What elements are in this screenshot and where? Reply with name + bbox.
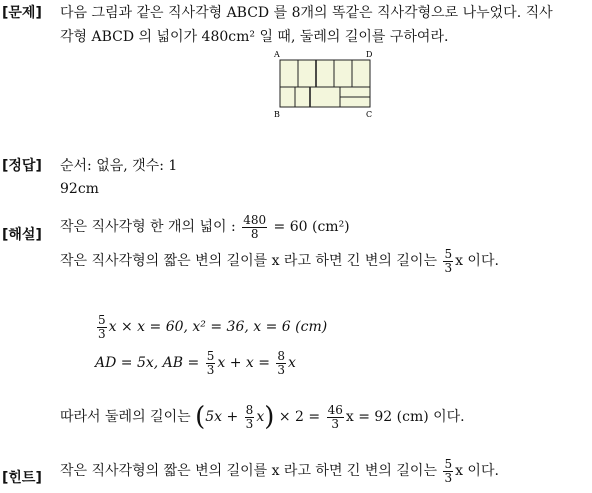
hint-suffix: x 이다.	[455, 463, 499, 480]
corner-label-d: D	[366, 50, 373, 59]
eq2-left: AD = 5x, AB =	[95, 355, 200, 372]
problem-line-2: 각형 ABCD 의 넓이가 480cm² 일 때, 둘레의 길이를 구하여라.	[60, 29, 449, 45]
solution-area-line	[60, 214, 350, 240]
solution-line-2	[60, 248, 499, 274]
eq1-rest: x × x = 60, x² = 36, x = 6 (cm)	[108, 319, 328, 336]
equation-2	[95, 350, 296, 376]
corner-label-a: A	[274, 50, 280, 59]
perimeter-in-1: 5x +	[205, 409, 239, 425]
area-suffix: = 60 (cm²)	[273, 219, 350, 236]
hint-fraction: $\frac{5}{3}$	[444, 457, 453, 485]
equation-1	[95, 314, 327, 340]
corner-label-b: B	[274, 110, 280, 119]
eq2-mid: x + x =	[217, 355, 270, 372]
solution-line-2-fraction: $\frac{5}{3}$	[444, 247, 453, 275]
eq2-fraction-1: $\frac{5}{3}$	[206, 349, 215, 377]
hint-tag: [힌트]	[2, 470, 42, 486]
solution-tag: [해설]	[2, 227, 42, 243]
problem-tag: [문제]	[2, 5, 42, 21]
figure-fill	[280, 60, 370, 107]
hint-text: 작은 직사각형의 짧은 변의 길이를 x 라고 하면 긴 변의 길이는	[60, 463, 437, 480]
corner-label-c: C	[366, 110, 373, 119]
right-paren: )	[264, 402, 275, 432]
perimeter-end: x = 92 (cm) 이다.	[345, 409, 465, 425]
rectangle-figure	[272, 46, 382, 120]
perimeter-in-2: x	[256, 409, 265, 425]
perimeter-prefix: 따라서 둘레의 길이는	[60, 409, 191, 425]
answer-line-1: 순서: 없음, 갯수: 1	[60, 158, 178, 174]
problem-line-1: 다음 그림과 같은 직사각형 ABCD 를 8개의 똑같은 직사각형으로 나누었다. 직사	[60, 5, 553, 21]
left-paren: (	[195, 402, 206, 432]
answer-tag: [정답]	[2, 158, 42, 174]
solution-line-2-suffix: x 이다.	[455, 253, 499, 270]
perimeter-fraction-1: $\frac{8}{3}$	[245, 402, 254, 431]
eq2-fraction-2: $\frac{8}{3}$	[277, 349, 286, 377]
area-prefix: 작은 직사각형 한 개의 넓이 :	[60, 219, 236, 236]
hint-line	[60, 458, 499, 484]
eq2-end: x	[288, 355, 296, 372]
perimeter-fraction-2: $\frac{46}{3}$	[327, 402, 343, 431]
perimeter-mid: × 2 =	[278, 409, 321, 425]
answer-line-2: 92cm	[60, 181, 99, 197]
perimeter-line	[60, 402, 465, 432]
area-fraction: $\frac{480}{8}$	[243, 213, 267, 241]
solution-line-2-text: 작은 직사각형의 짧은 변의 길이를 x 라고 하면 긴 변의 길이는	[60, 253, 437, 270]
eq1-fraction: $\frac{5}{3}$	[98, 313, 106, 341]
